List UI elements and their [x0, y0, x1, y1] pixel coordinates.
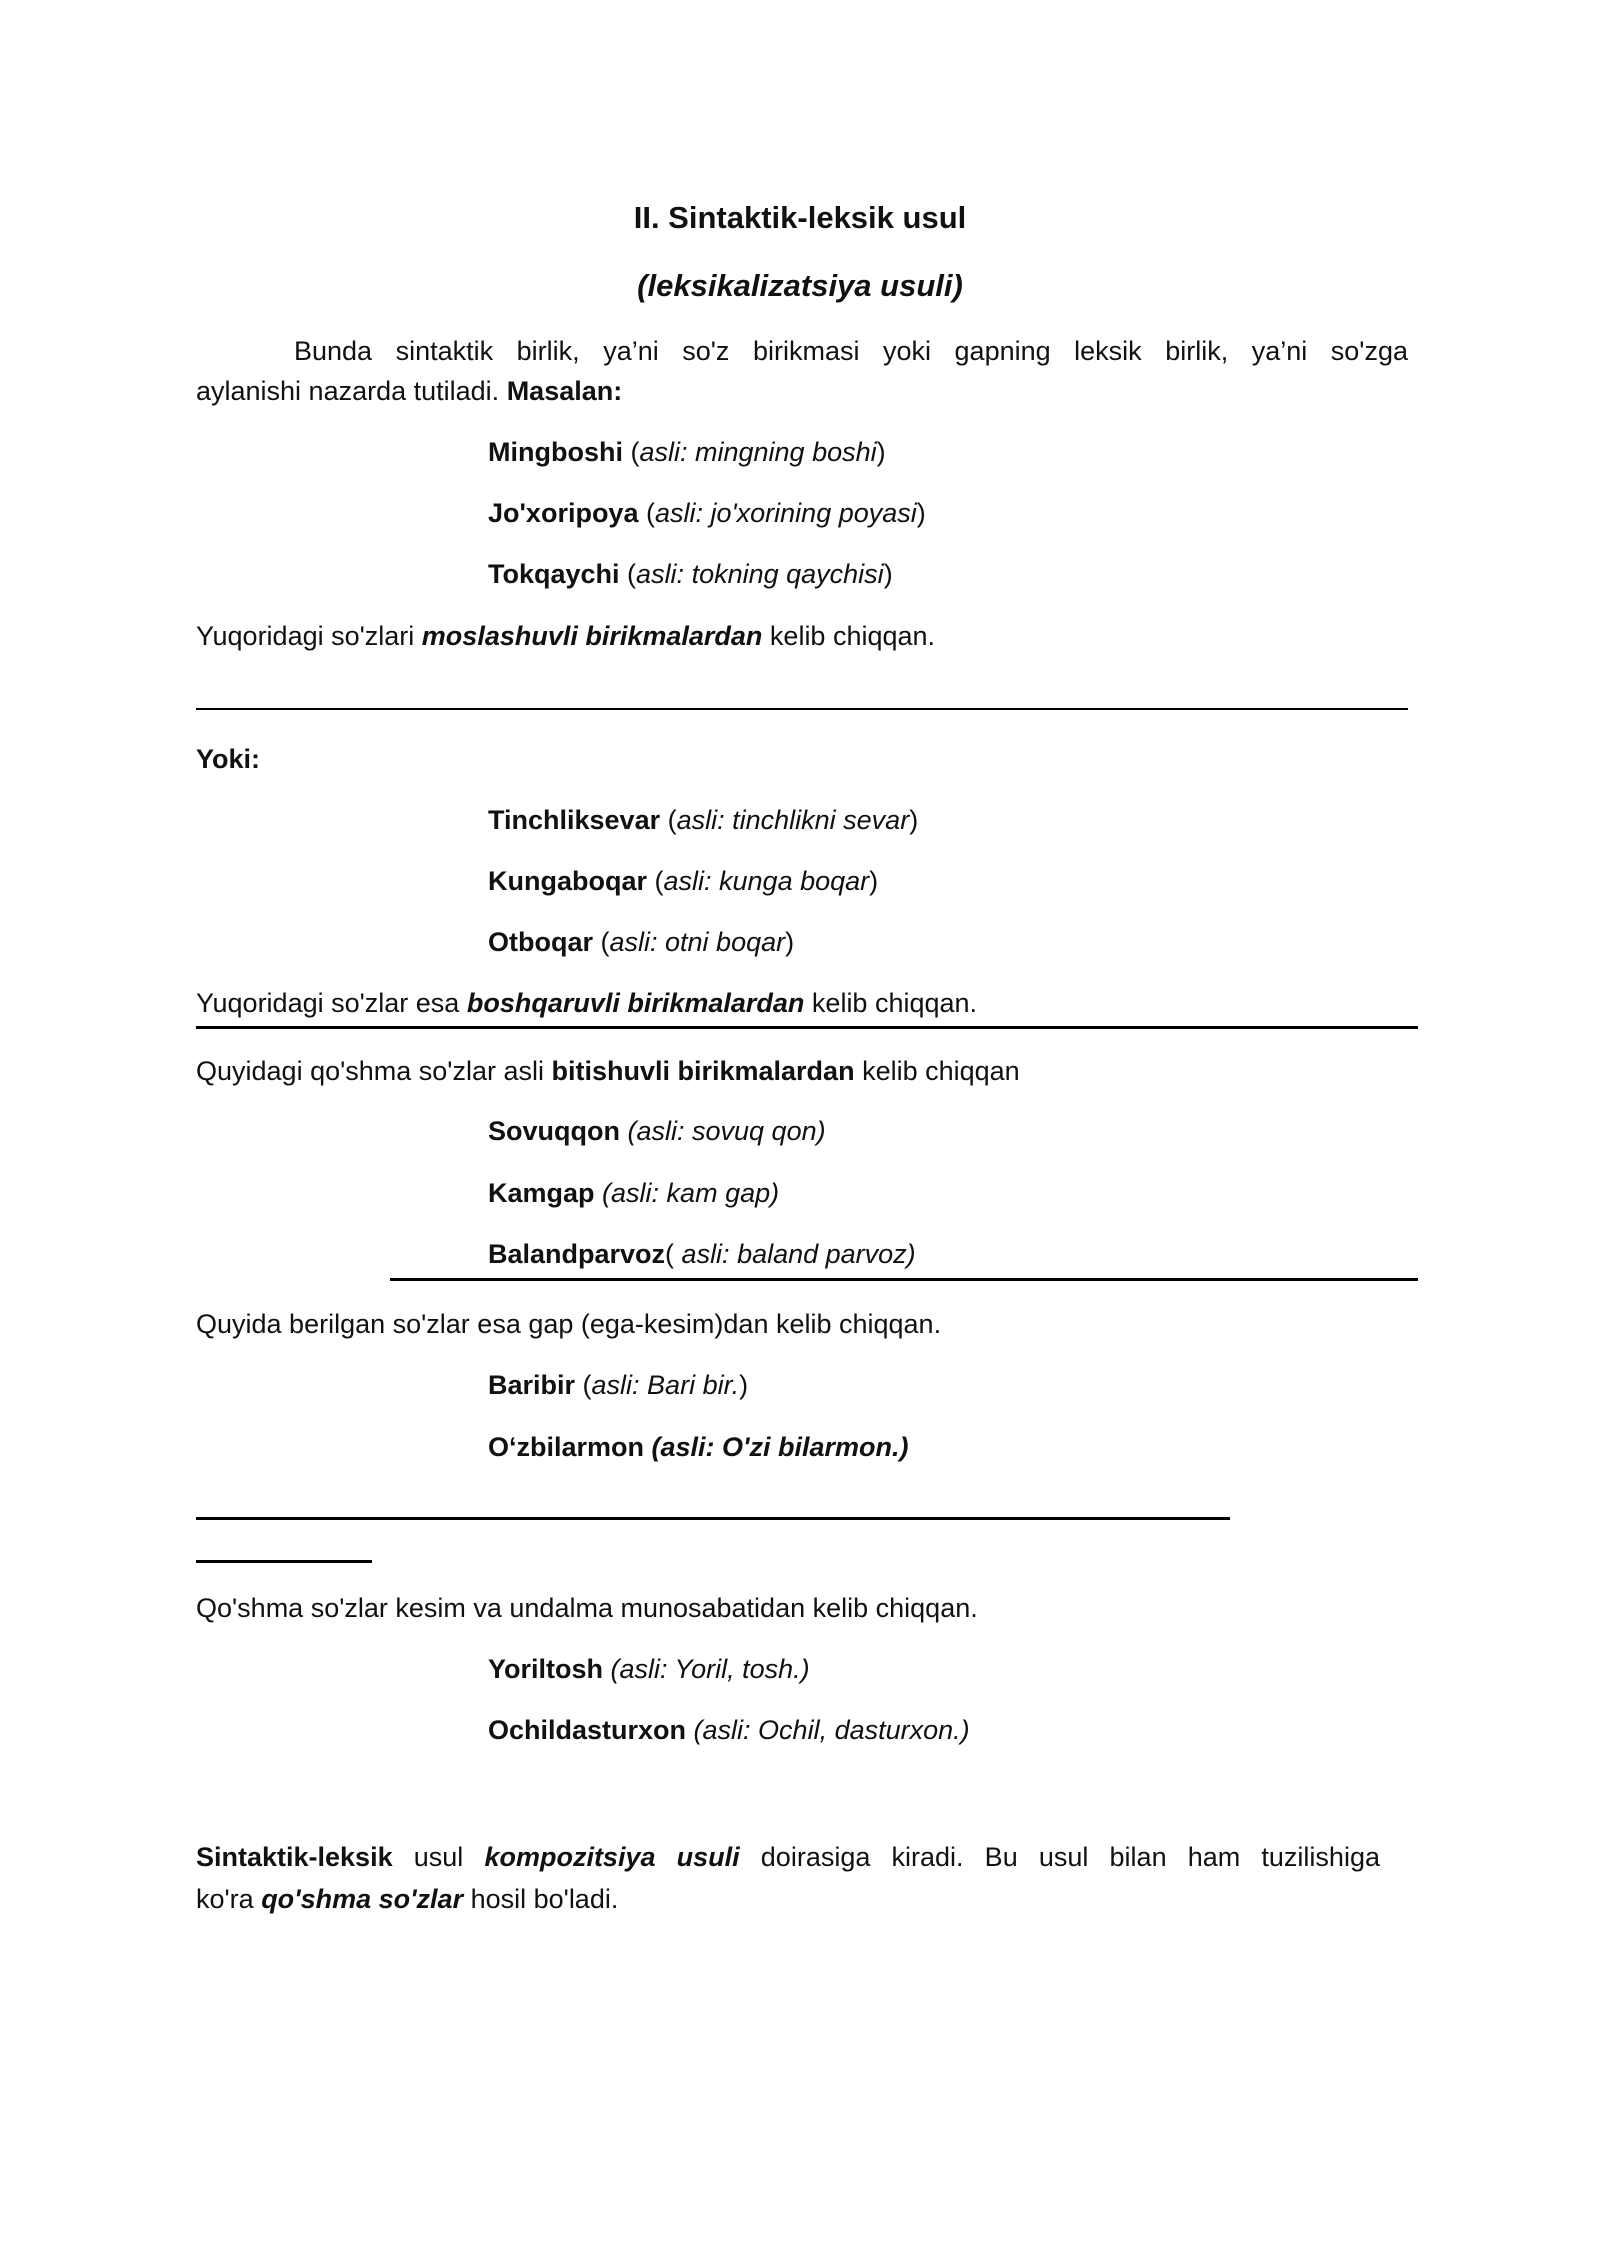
example-ochildasturxon: Ochildasturxon (asli: Ochil, dasturxon.) [488, 1715, 970, 1745]
section-subtitle: (leksikalizatsiya usuli) [637, 268, 963, 303]
example-mingboshi: Mingboshi (asli: mingning boshi) [488, 437, 886, 467]
intro-line-1: Bunda sintaktik birlik, ya’ni so'z birikmasi yoki gapning leksik birlik, ya’ni so'zga [294, 336, 1408, 366]
intro-gap: Quyida berilgan so'zlar esa gap (ega-kesim)dan kelib chiqqan. [196, 1309, 942, 1339]
divider-line [390, 1278, 1418, 1281]
example-tokqaychi: Tokqaychi (asli: tokning qaychisi) [488, 559, 893, 589]
divider-line [196, 1517, 1230, 1520]
example-sovuqqon: Sovuqqon (asli: sovuq qon) [488, 1116, 826, 1146]
divider-line [196, 708, 1408, 710]
summary-moslashuvli: Yuqoridagi so'zlari moslashuvli birikmalardan kelib chiqqan. [196, 621, 936, 651]
example-ozbilarmon: O‘zbilarmon (asli: O'zi bilarmon.) [488, 1432, 909, 1462]
intro-line-2: aylanishi nazarda tutiladi. Masalan: [196, 376, 623, 406]
example-balandparvoz: Balandparvoz( asli: baland parvoz) [488, 1239, 916, 1269]
intro-kesim-undalma: Qo'shma so'zlar kesim va undalma munosabatidan kelib chiqqan. [196, 1593, 978, 1623]
example-otboqar: Otboqar (asli: otni boqar) [488, 927, 795, 957]
divider-line [196, 1026, 1418, 1029]
example-joxoripoya: Jo'xoripoya (asli: jo'xorining poyasi) [488, 498, 926, 528]
example-baribir: Baribir (asli: Bari bir.) [488, 1370, 749, 1400]
section-title: II. Sintaktik-leksik usul [633, 200, 967, 235]
example-kamgap: Kamgap (asli: kam gap) [488, 1178, 780, 1208]
example-kungaboqar: Kungaboqar (asli: kunga boqar) [488, 866, 879, 896]
example-yoriltosh: Yoriltosh (asli: Yoril, tosh.) [488, 1654, 810, 1684]
conclusion-line-1: Sintaktik-leksik usul kompozitsiya usuli doirasiga kiradi. Bu usul bilan ham tuzilishiga [196, 1842, 1380, 1872]
summary-boshqaruvli: Yuqoridagi so'zlar esa boshqaruvli birikmalardan kelib chiqqan. [196, 988, 978, 1018]
example-tinchliksevar: Tinchliksevar (asli: tinchlikni sevar) [488, 805, 919, 835]
conclusion-line-2: ko'ra qo'shma so'zlar hosil bo'ladi. [196, 1884, 619, 1914]
intro-bitishuvli: Quyidagi qo'shma so'zlar asli bitishuvli birikmalardan kelib chiqqan [196, 1056, 1020, 1086]
divider-line [196, 1560, 372, 1563]
yoki-label: Yoki: [196, 744, 261, 774]
